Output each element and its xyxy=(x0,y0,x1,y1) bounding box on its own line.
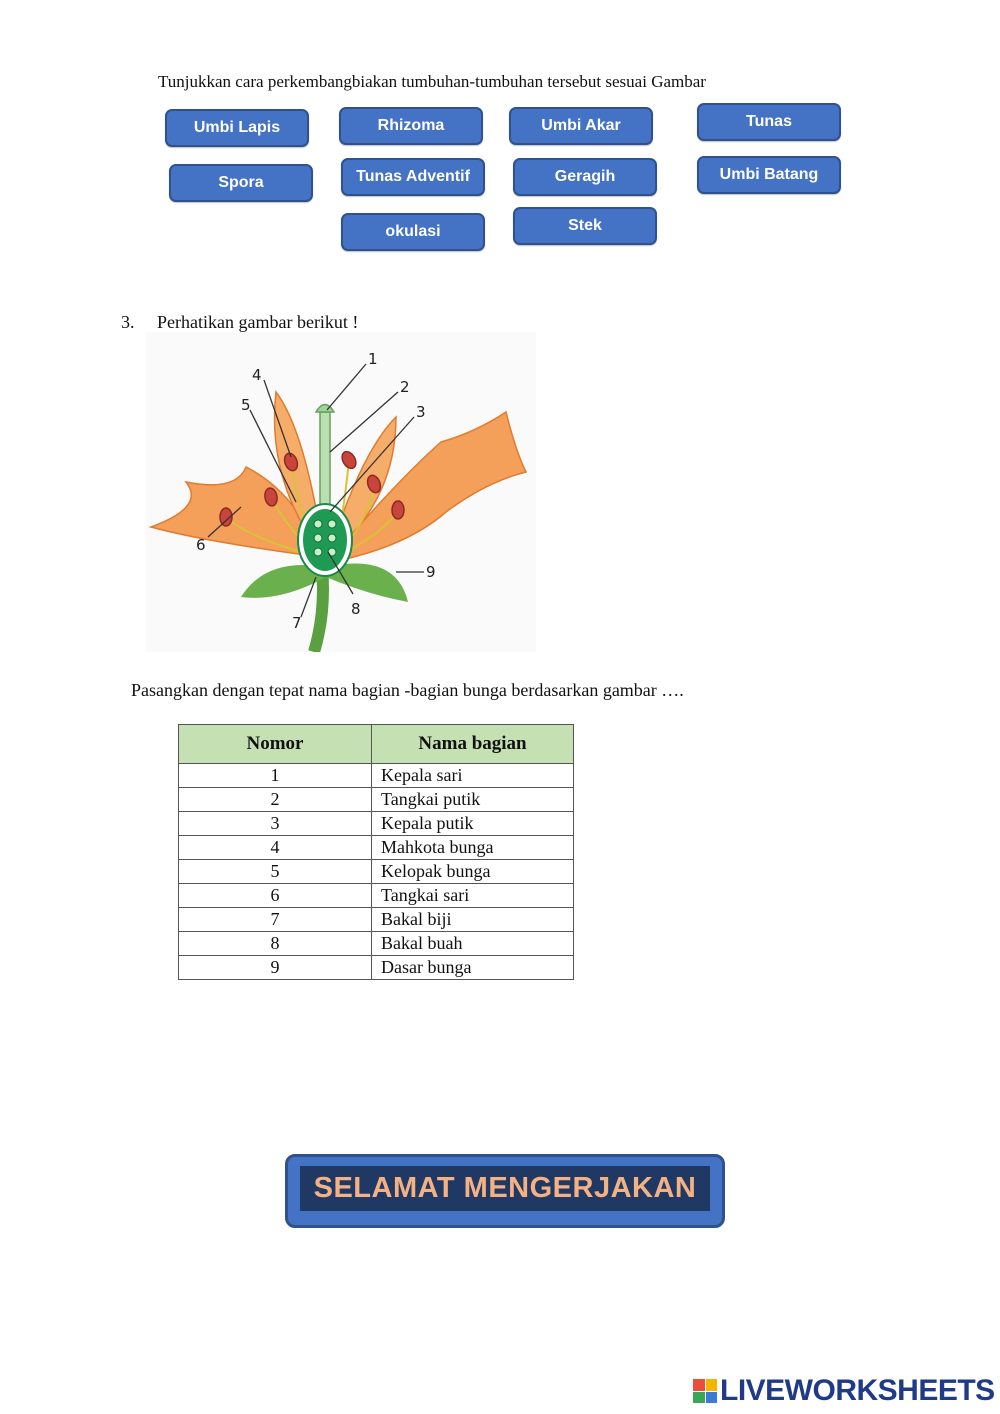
cell-number: 7 xyxy=(179,908,372,932)
table-header-row xyxy=(179,725,574,764)
flower-diagram xyxy=(146,332,536,652)
chip-tunas-adventif[interactable]: Tunas Adventif xyxy=(341,158,485,196)
cell-part-name: Mahkota bunga xyxy=(372,836,574,860)
chip-okulasi[interactable]: okulasi xyxy=(341,213,485,251)
table-row xyxy=(179,908,574,932)
cell-part-name: Bakal buah xyxy=(372,932,574,956)
chip-rhizoma[interactable]: Rhizoma xyxy=(339,107,483,145)
liveworksheets-icon xyxy=(693,1379,717,1403)
cell-number: 8 xyxy=(179,932,372,956)
chip-geragih[interactable]: Geragih xyxy=(513,158,657,196)
chip-umbi-batang[interactable]: Umbi Batang xyxy=(697,156,841,194)
ovary-shape xyxy=(303,509,347,571)
chip-umbi-akar[interactable]: Umbi Akar xyxy=(509,107,653,145)
cell-number: 5 xyxy=(179,860,372,884)
chip-stek[interactable]: Stek xyxy=(513,207,657,245)
flower-label-2: 2 xyxy=(400,378,410,396)
cell-part-name: Tangkai sari xyxy=(372,884,574,908)
chip-umbi-lapis[interactable]: Umbi Lapis xyxy=(165,109,309,147)
logo-text: LIVEWORKSHEETS xyxy=(720,1374,995,1407)
cell-part-name: Bakal biji xyxy=(372,908,574,932)
table-row xyxy=(179,956,574,980)
cell-number: 2 xyxy=(179,788,372,812)
flower-parts-table xyxy=(178,724,574,980)
cell-part-name: Kepala putik xyxy=(372,812,574,836)
table-row xyxy=(179,860,574,884)
flower-label-6: 6 xyxy=(196,536,206,554)
header-nomor: Nomor xyxy=(179,725,372,764)
chip-spora[interactable]: Spora xyxy=(169,164,313,202)
flower-label-5: 5 xyxy=(241,396,251,414)
closing-banner xyxy=(285,1154,725,1228)
cell-number: 9 xyxy=(179,956,372,980)
flower-label-4: 4 xyxy=(252,366,262,384)
table-row xyxy=(179,812,574,836)
flower-label-9: 9 xyxy=(426,563,436,581)
flower-label-1: 1 xyxy=(368,350,378,368)
cell-number: 3 xyxy=(179,812,372,836)
table-row xyxy=(179,764,574,788)
match-instruction: Pasangkan dengan tepat nama bagian -bagian bunga berdasarkan gambar …. xyxy=(131,680,684,700)
cell-number: 4 xyxy=(179,836,372,860)
banner-text: SELAMAT MENGERJAKAN xyxy=(300,1166,710,1211)
cell-number: 6 xyxy=(179,884,372,908)
flower-label-8: 8 xyxy=(351,600,361,618)
instruction-text: Tunjukkan cara perkembangbiakan tumbuhan-tumbuhan tersebut sesuai Gambar xyxy=(158,72,706,91)
table-row xyxy=(179,932,574,956)
style-shape xyxy=(320,412,330,512)
question-number: 3. xyxy=(121,312,135,332)
flower-label-7: 7 xyxy=(292,614,302,632)
question-text: Perhatikan gambar berikut ! xyxy=(157,312,359,332)
cell-number: 1 xyxy=(179,764,372,788)
cell-part-name: Kepala sari xyxy=(372,764,574,788)
header-nama-bagian: Nama bagian xyxy=(372,725,574,764)
table-row xyxy=(179,884,574,908)
liveworksheets-logo xyxy=(693,1374,995,1408)
table-row xyxy=(179,836,574,860)
flower-label-3: 3 xyxy=(416,403,426,421)
cell-part-name: Tangkai putik xyxy=(372,788,574,812)
table-row xyxy=(179,788,574,812)
cell-part-name: Kelopak bunga xyxy=(372,860,574,884)
chip-tunas[interactable]: Tunas xyxy=(697,103,841,141)
cell-part-name: Dasar bunga xyxy=(372,956,574,980)
